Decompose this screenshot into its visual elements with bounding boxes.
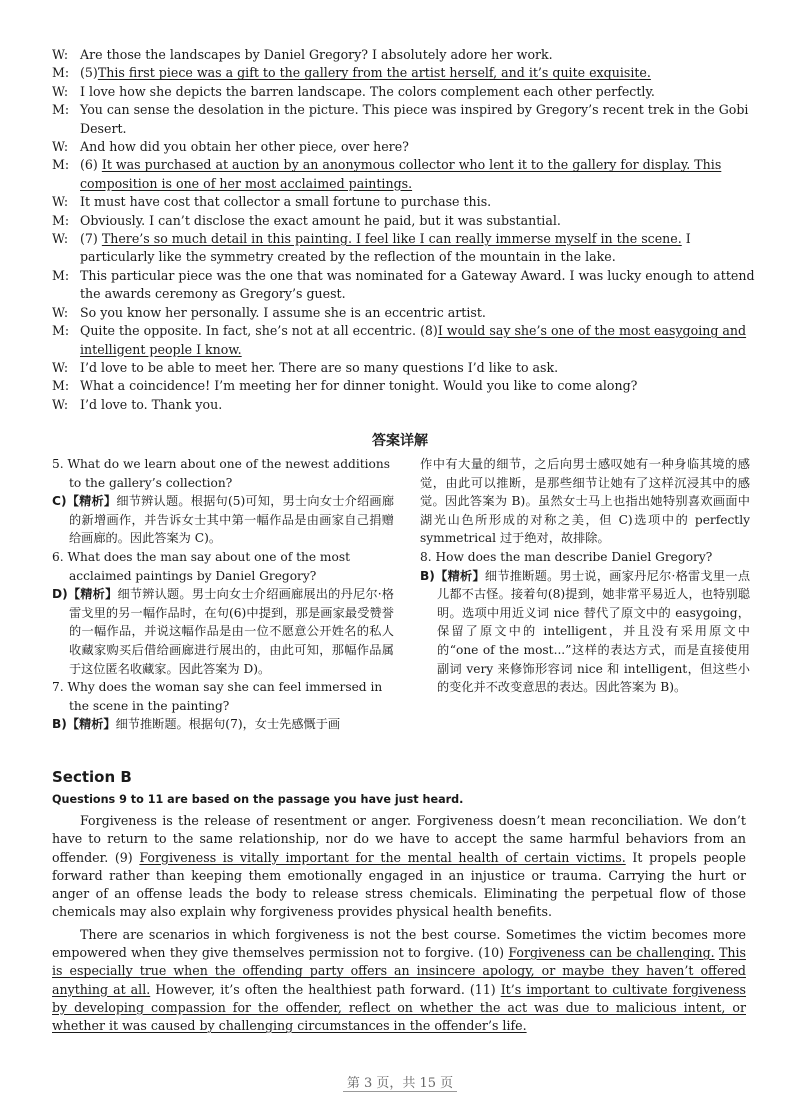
analysis-text: 细节推断题。根据句(7)，女士先感慨于画 — [115, 717, 341, 732]
passage-paragraph — [52, 812, 746, 922]
dialogue-line — [52, 193, 752, 211]
speaker-label: M: — [52, 267, 70, 283]
dialogue-line — [52, 359, 752, 377]
answer-item — [52, 585, 394, 678]
speaker-label: M: — [52, 102, 70, 118]
text-span: I love how she depicts the barren landscape. The colors complement each other perfectly. — [80, 83, 655, 99]
speaker-label: W: — [52, 83, 69, 99]
text-span: It must have cost that collector a small fortune to purchase this. — [80, 194, 492, 210]
answer-label: B) — [52, 717, 67, 732]
underlined-text: It was purchased at auction by an anonymous collector who lent it to the gallery for display. This — [101, 157, 722, 173]
section-b-passage — [52, 812, 746, 1040]
speaker-label: M: — [52, 157, 70, 173]
dialogue-transcript — [52, 46, 755, 414]
answer-label: D) — [52, 587, 68, 602]
underlined-text: This first piece was a gift to the gallery from the artist herself, and it’s quite exquisite. — [97, 65, 651, 81]
analysis-tag: 【精析】 — [66, 494, 117, 509]
underlined-text: Forgiveness is vitally important for the mental health of certain victims. — [139, 849, 626, 865]
speaker-label: M: — [52, 212, 70, 228]
question-number: 6. — [52, 549, 68, 564]
dialogue-line — [52, 101, 752, 119]
speaker-label: W: — [52, 194, 69, 210]
dialogue-line — [52, 377, 752, 395]
analysis-tag: 【精析】 — [66, 717, 116, 732]
dialogue-line — [52, 138, 752, 156]
text-span: (7) — [80, 231, 102, 247]
answers-column-left — [52, 455, 394, 734]
speaker-label: M: — [52, 65, 70, 81]
dialogue-line — [52, 322, 752, 340]
text-span: (5) — [80, 65, 98, 81]
dialogue-line — [52, 64, 752, 82]
question-number: 7. — [52, 680, 68, 695]
text-span: Desert. — [80, 120, 127, 136]
text-span: I’d love to be able to meet her. There are so many questions I’d like to ask. — [80, 359, 559, 375]
analysis-text: 细节推断题。男士说，画家丹尼尔·格雷戈里一点儿都不古怪。接着句(8)提到，她非常平易近人，也特别聪明。选项中用近义词 nice 替代了原文中的 easygoing，保留了原文中的 intelligent，并且没有采用原文中的“one of the most...”这样的表达方式，而是直接使用副词 very 来修饰形容词 nice 和 intelligent，但这些小的变化并不改变意思的表达。因此答案为 B)。 — [437, 568, 751, 695]
speaker-label: W: — [52, 359, 69, 375]
question-text: Why does the woman say she can feel immersed in the scene in the painting? — [67, 680, 383, 713]
answers-heading: 答案详解 — [372, 433, 428, 449]
speaker-label: W: — [52, 396, 69, 412]
underlined-text: composition is one of her most acclaimed paintings. — [80, 175, 413, 191]
underlined-text: I would say she’s one of the most easygoing and — [437, 323, 747, 339]
page-footer — [0, 1072, 800, 1091]
dialogue-line — [52, 341, 752, 359]
text-span: What a coincidence! I’m meeting her for dinner tonight. Would you like to come along? — [80, 378, 638, 394]
answer-item — [52, 715, 394, 734]
question-text: What does the man say about one of the most acclaimed paintings by Daniel Gregory? — [67, 549, 350, 583]
text-span: the awards ceremony as Gregory’s guest. — [80, 286, 346, 302]
text-span: particularly like the symmetry created by the reflection of the mountain in the lake. — [80, 249, 616, 265]
text-span: It propels people forward rather than keeping them emotionally engaged in an injustice or trauma. Carrying the hurt or anger of an offense leads the body to release stress chemicals. Eliminating the perpetual flow of those chemicals may also explain why forgiveness provides physical health benefits. — [52, 849, 747, 920]
dialogue-line — [52, 212, 752, 230]
question-number: 5. — [52, 457, 68, 471]
dialogue-line — [52, 120, 752, 138]
dialogue-line — [52, 304, 752, 322]
speaker-label: W: — [52, 231, 69, 247]
speaker-label: M: — [52, 323, 70, 339]
speaker-label: M: — [52, 378, 70, 394]
dialogue-line — [52, 175, 752, 193]
analysis-text: 细节辨认题。男士向女士介绍画廊展出的丹尼尔·格雷戈里的另一幅作品时，在句(6)中提到，那是画家最受赞誉的一幅作品，并说这幅作品是由一位不愿意公开姓名的私人收藏家购买后借给画廊进行展出的，由此可知，那幅作品属于这位匿名收藏家。因此答案为 D)。 — [69, 587, 394, 676]
underlined-text: There’s so much detail in this painting. I feel like I can really immerse myself in the scene. — [101, 231, 682, 247]
section-b-title: Section B — [52, 768, 132, 786]
page-number: 第 3 页，共 15 页 — [343, 1076, 457, 1092]
text-span: (6) — [80, 157, 102, 173]
dialogue-line — [52, 46, 752, 64]
question-item — [52, 548, 394, 585]
text-span: Obviously. I can’t disclose the exact amount he paid, but it was substantial. — [80, 212, 561, 228]
underlined-text: It’s important to cultivate forgiveness by developing compassion for the offender, reflect on whether the act was due to malicious intent, or whether it was caused by challenging circumstances in the offender’s life. — [52, 981, 747, 1034]
question-text: What do we learn about one of the newest additions to the gallery’s collection? — [67, 457, 390, 490]
underlined-text: This is especially true when the offending party offers an insincere apology, or maybe they haven’t offered anything at all. — [52, 945, 746, 997]
text-span: However, it’s often the healthiest path forward. (11) — [150, 981, 501, 997]
text-span: Are those the landscapes by Daniel Gregory? I absolutely adore her work. — [80, 47, 553, 62]
underlined-text: Forgiveness can be challenging. — [508, 945, 715, 961]
section-b-questions-info: Questions 9 to 11 are based on the passage you have just heard. — [52, 793, 464, 806]
analysis-tag: 【精析】 — [67, 587, 118, 602]
text-span: Forgiveness is the release of resentment or anger. Forgiveness doesn’t mean reconciliation. We don’t have to return to the same relationship, nor do we have to accept the same harmful behaviors from an offender. (9) — [52, 813, 746, 865]
dialogue-line — [52, 83, 752, 101]
dialogue-line — [52, 230, 752, 248]
answers-column-right — [420, 455, 750, 697]
dialogue-line — [52, 285, 752, 303]
question-text: How does the man describe Daniel Gregory? — [435, 549, 713, 564]
speaker-label: W: — [52, 304, 69, 320]
passage-paragraph — [52, 926, 746, 1036]
text-span: You can sense the desolation in the picture. This piece was inspired by Gregory’s recent trek in the Gobi — [80, 102, 749, 118]
text-span: So you know her personally. I assume she is an eccentric artist. — [80, 304, 486, 320]
underlined-text: intelligent people I know. — [80, 341, 242, 357]
dialogue-line — [52, 267, 755, 285]
answer-label: B) — [420, 568, 435, 583]
question-item — [52, 678, 394, 715]
text-span: I’d love to. Thank you. — [80, 396, 223, 412]
question-number: 8. — [420, 549, 436, 564]
answer-item — [52, 492, 394, 548]
text-span: Quite the opposite. In fact, she’s not at all eccentric. (8) — [80, 323, 438, 339]
question-item — [52, 455, 394, 492]
answer-label: C) — [52, 494, 67, 509]
speaker-label: W: — [52, 139, 69, 155]
analysis-continued: 作中有大量的细节，之后向男士感叹她有一种身临其境的感觉，由此可以推断，是那些细节让她有了这样沉浸其中的感觉。因此答案为 B)。虽然女士马上也指出她特别喜欢画面中湖光山色所形成的对称之美，但 C)选项中的 perfectly symmetrical 过于绝对，故排除。 — [420, 457, 750, 546]
dialogue-line — [52, 156, 752, 174]
speaker-label: W: — [52, 47, 69, 62]
text-span: I — [681, 231, 691, 247]
dialogue-line — [52, 248, 752, 266]
answer-item — [420, 567, 750, 697]
text-span: This particular piece was the one that was nominated for a Gateway Award. I was lucky enough to attend — [80, 267, 755, 283]
analysis-tag: 【精析】 — [434, 568, 485, 583]
analysis-text: 细节辨认题。根据句(5)可知，男士向女士介绍画廊的新增画作，并告诉女士其中第一幅作品是由画家自己捐赠给画廊的。因此答案为 C)。 — [69, 494, 395, 546]
text-span: And how did you obtain her other piece, over here? — [80, 139, 409, 155]
text-span: There are scenarios in which forgiveness is not the best course. Sometimes the victim becomes more empowered when they give themselves permission not to forgive. (10) — [52, 926, 746, 961]
question-item — [420, 548, 750, 567]
dialogue-line — [52, 396, 752, 414]
